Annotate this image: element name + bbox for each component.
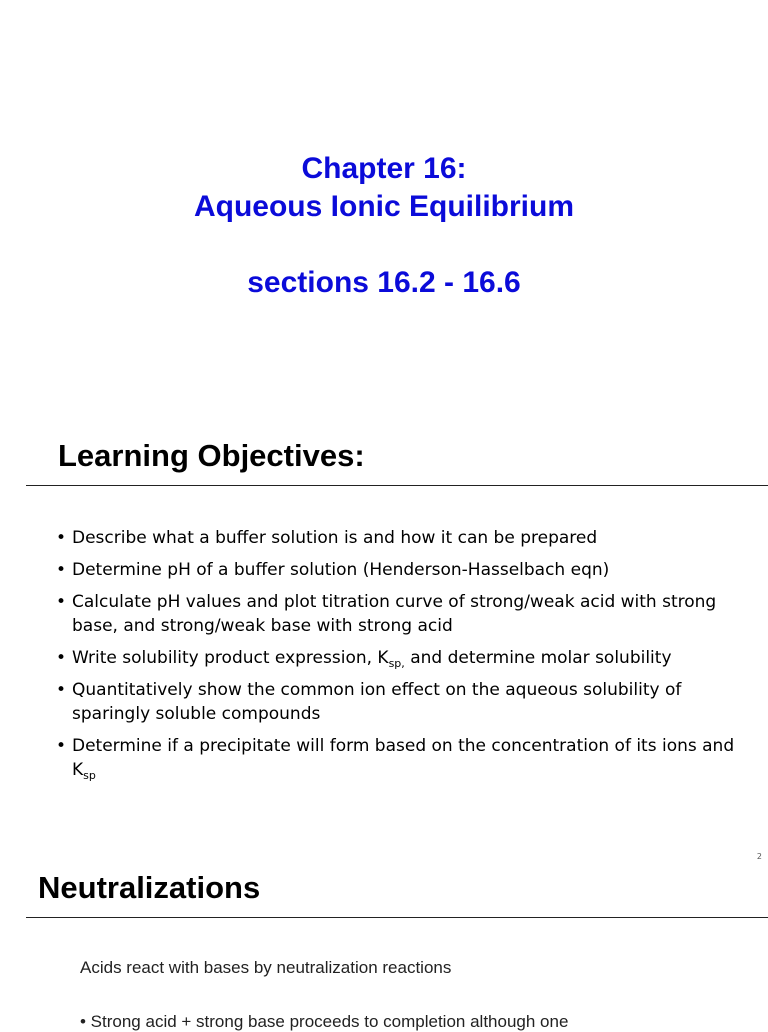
objective-text: Determine pH of a buffer solution (Henderson-Hasselbach eqn) <box>72 560 610 580</box>
heading-divider <box>26 917 768 918</box>
bullet-icon: • <box>56 592 67 612</box>
chapter-title: Chapter 16: <box>301 152 467 185</box>
bullet-icon: • <box>56 560 67 580</box>
bullet-icon: • <box>56 528 67 548</box>
strong-acid-bullet: • Strong acid + strong base proceeds to completion although one <box>80 1012 569 1031</box>
heading-divider <box>26 485 768 486</box>
ksp-subscript: sp <box>83 769 96 782</box>
bullet-icon: • <box>56 736 67 756</box>
title-slide <box>0 0 768 400</box>
objective-item <box>56 678 736 726</box>
objective-text-start: Determine if a precipitate will form based on the concentration of its ions and K <box>72 736 735 780</box>
objective-text: Quantitatively show the common ion effect on the aqueous solubility of sparingly soluble compounds <box>72 680 682 724</box>
objective-item <box>56 646 736 670</box>
neutralizations-heading: Neutralizations <box>38 870 261 905</box>
ksp-subscript: sp, <box>388 657 405 670</box>
sections-range: sections 16.2 - 16.6 <box>247 266 521 299</box>
bullet-icon: • <box>56 680 67 700</box>
title-block <box>0 150 768 302</box>
bullet-icon: • <box>56 648 67 668</box>
objectives-list <box>56 526 736 790</box>
objective-item <box>56 526 736 550</box>
objectives-slide <box>0 420 768 861</box>
objective-item <box>56 734 736 782</box>
intro-text: Acids react with bases by neutralization reactions <box>80 958 452 977</box>
page-number: 2 <box>756 852 762 861</box>
objective-text: Calculate pH values and plot titration curve of strong/weak acid with strong base, and strong/weak base with strong acid <box>72 592 717 636</box>
objective-text: Describe what a buffer solution is and how it can be prepared <box>72 528 598 548</box>
objective-item <box>56 590 736 638</box>
objective-text-start: Write solubility product expression, K <box>72 648 389 668</box>
chapter-subject: Aqueous Ionic Equilibrium <box>193 190 574 223</box>
objective-item <box>56 558 736 582</box>
neutralizations-slide <box>0 860 768 1031</box>
objectives-heading: Learning Objectives: <box>58 438 365 473</box>
objective-text-end: and determine molar solubility <box>404 648 672 668</box>
